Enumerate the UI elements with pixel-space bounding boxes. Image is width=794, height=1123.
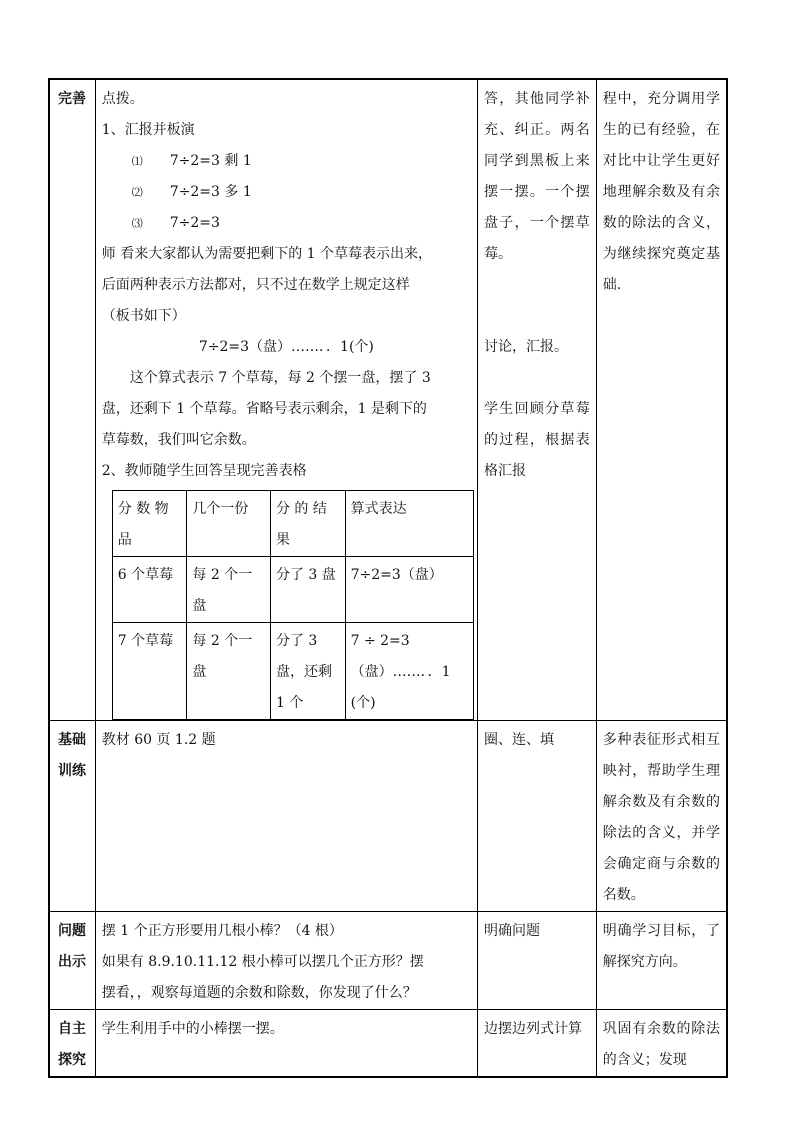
table-cell: 分了 3 盘: [270, 557, 345, 623]
table-cell: 7÷2=3（盘）: [345, 557, 473, 623]
design-intent-cell: 多种表征形式相互映衬，帮助学生理解余数及有余数的除法的含义，并学会确定商与余数的名数。: [596, 721, 727, 912]
list-item: ⑴ 7÷2=3 剩 1: [131, 153, 252, 169]
teaching-process-cell: [95, 79, 477, 721]
text-line: 后面两种表示方法都对，只不过在数学上规定这样: [101, 277, 410, 293]
table-row: [112, 623, 473, 720]
text-line: 摆看，，观察每道题的余数和除数，你发现了什么？: [101, 985, 417, 1001]
formula: 7÷2=3（盘）……．．1(个): [198, 339, 374, 355]
text-line: 摆 1 个正方形要用几根小棒？（4 根）: [101, 923, 343, 939]
table-row: [49, 912, 727, 1010]
table-row: [49, 721, 727, 912]
text-line: 这个算式表示 7 个草莓，每 2 个摆一盘，摆了 3: [129, 370, 431, 386]
text-line: 如果有 8.9.10.11.12 根小棒可以摆几个正方形？摆: [101, 954, 424, 970]
student-activity-cell: 边摆边列式计算: [478, 1010, 597, 1078]
teaching-process-cell: [95, 912, 477, 1010]
lesson-plan-table: [48, 78, 728, 1078]
design-intent-cell: 巩固有余数的除法的含义；发现: [596, 1010, 727, 1078]
list-item: ⑵ 7÷2=3 多 1: [131, 184, 252, 200]
text-block: 讨论，汇报。: [484, 339, 569, 355]
table-cell: 6 个草莓: [112, 557, 187, 623]
list-item: ⑶ 7÷2=3: [131, 215, 220, 231]
step-title: 2、教师随学生回答呈现完善表格: [101, 463, 307, 479]
header-cell: 几个一份: [187, 491, 271, 557]
header-cell: 分 的 结果: [270, 491, 345, 557]
student-activity-cell: 明确问题: [478, 912, 597, 1010]
text-line: 盘，还剩下 1 个草莓。省略号表示剩余，1 是剩下的: [101, 401, 427, 417]
stage-label: 问题出示: [49, 912, 95, 1010]
table-row: [112, 557, 473, 623]
teaching-process-cell: 学生利用手中的小棒摆一摆。: [95, 1010, 477, 1078]
table-cell: 7 ÷ 2=3（盘）……．．1(个): [345, 623, 473, 720]
stage-label: 基础训练: [49, 721, 95, 912]
stage-label: 完善: [49, 79, 95, 721]
table-cell: 每 2 个一盘: [187, 557, 271, 623]
step-title: 1、汇报并板演: [101, 122, 195, 138]
table-cell: 每 2 个一盘: [187, 623, 271, 720]
text-block: 学生回顾分草莓的过程，根据表格汇报: [484, 401, 590, 479]
text-line: 师 看来大家都认为需要把剩下的 1 个草莓表示出来，: [101, 246, 433, 262]
text-line: （板书如下）: [101, 308, 186, 324]
table-row: [49, 79, 727, 721]
header-cell: 算式表达: [345, 491, 473, 557]
table-cell: 7 个草莓: [112, 623, 187, 720]
design-intent-cell: 程中，充分调用学生的已有经验，在对比中让学生更好地理解余数及有余数的除法的含义，为继续探究奠定基础.: [596, 79, 727, 721]
header-cell: 分 数 物品: [112, 491, 187, 557]
table-cell: 分了 3 盘，还剩 1 个: [270, 623, 345, 720]
student-activity-cell: [478, 79, 597, 721]
text-line: 草莓数，我们叫它余数。: [101, 432, 256, 448]
design-intent-cell: 明确学习目标，了解探究方向。: [596, 912, 727, 1010]
text-block: 答，其他同学补充、纠正。两名同学到黑板上来摆一摆。一个摆盘子，一个摆草莓。: [484, 91, 590, 262]
teaching-process-cell: 教材 60 页 1.2 题: [95, 721, 477, 912]
division-table: [112, 490, 474, 720]
table-header-row: [112, 491, 473, 557]
table-row: [49, 1010, 727, 1078]
text-line: 点拨。: [101, 91, 144, 107]
stage-label: 自主探究: [49, 1010, 95, 1078]
student-activity-cell: 圈、连、填: [478, 721, 597, 912]
